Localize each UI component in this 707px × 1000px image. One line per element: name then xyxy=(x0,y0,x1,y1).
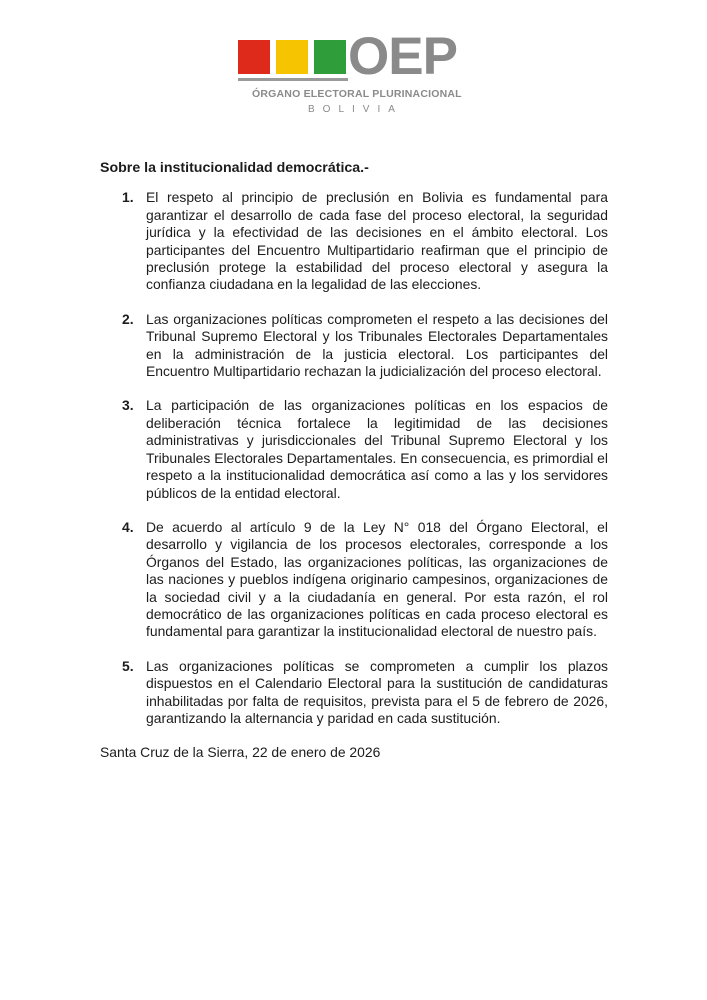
list-item xyxy=(100,311,608,381)
item-text: Las organizaciones políticas comprometen el respeto a las decisiones del Tribunal Supremo Electoral y los Tribunales Electorales Departamentales en la administración de la justicia electoral. Los participantes del Encuentro Multipartidario rechazan la judicialización del proceso electoral. xyxy=(146,310,608,380)
page-header xyxy=(0,0,707,130)
section-title: Sobre la institucionalidad democrática.- xyxy=(100,160,369,176)
item-text: El respeto al principio de preclusión en Bolivia es fundamental para garantizar el desarrollo de cada fase del proceso electoral, la seguridad jurídica y la efectividad de las decisiones en el ámbito electoral. Los participantes del Encuentro Multipartidario reafirman que el principio de preclusión protege la estabilidad del proceso electoral y asegura la confianza ciudadana en la legalidad de las elecciones. xyxy=(146,189,608,293)
list-item xyxy=(100,189,608,293)
item-number: 4. xyxy=(122,518,134,535)
item-text: Las organizaciones políticas se comprometen a cumplir los plazos dispuestos en el Calendario Electoral para la sustitución de candidaturas inhabilitadas por falta de requisitos, prevista para el 5 de febrero de 2026, garantizando la alternancia y paridad en cada sustitución. xyxy=(146,657,608,726)
item-number: 2. xyxy=(122,310,134,327)
organization-name: ÓRGANO ELECTORAL PLURINACIONAL xyxy=(252,88,462,100)
numbered-list xyxy=(100,189,608,727)
item-text: La participación de las organizaciones políticas en los espacios de deliberación técnica fortalece la legitimidad de las decisiones administrativas y jurisdiccionales del Tribunal Supremo Electoral y los Tribunales Electorales Departamentales. En consecuencia, es primordial el respeto a la institucionalidad democrática así como a las y los servidores públicos de la entidad electoral. xyxy=(146,397,608,501)
logo-wordmark: OEP xyxy=(348,27,457,86)
logo-underline xyxy=(238,78,348,81)
list-item xyxy=(100,658,608,728)
item-number: 3. xyxy=(122,397,134,414)
list-item xyxy=(100,519,608,641)
document-body xyxy=(100,160,608,762)
oep-logo xyxy=(238,27,470,120)
country-name: BOLIVIA xyxy=(308,104,403,115)
item-number: 5. xyxy=(122,657,134,674)
list-item xyxy=(100,397,608,501)
logo-yellow-square xyxy=(276,40,308,74)
item-number: 1. xyxy=(122,189,134,206)
logo-green-square xyxy=(314,40,346,74)
place-and-date: Santa Cruz de la Sierra, 22 de enero de 2026 xyxy=(100,744,381,761)
item-text: De acuerdo al artículo 9 de la Ley N° 018 del Órgano Electoral, el desarrollo y vigilancia de los procesos electorales, corresponde a los Órganos del Estado, las organizaciones políticas, las organizaciones de las naciones y pueblos indígena originario campesinos, organizaciones de la sociedad civil y a la ciudadanía en general. Por esta razón, el rol democrático de las organizaciones políticas en cada proceso electoral es fundamental para garantizar la institucionalidad electoral de nuestro país. xyxy=(146,518,608,640)
logo-red-square xyxy=(238,40,270,74)
